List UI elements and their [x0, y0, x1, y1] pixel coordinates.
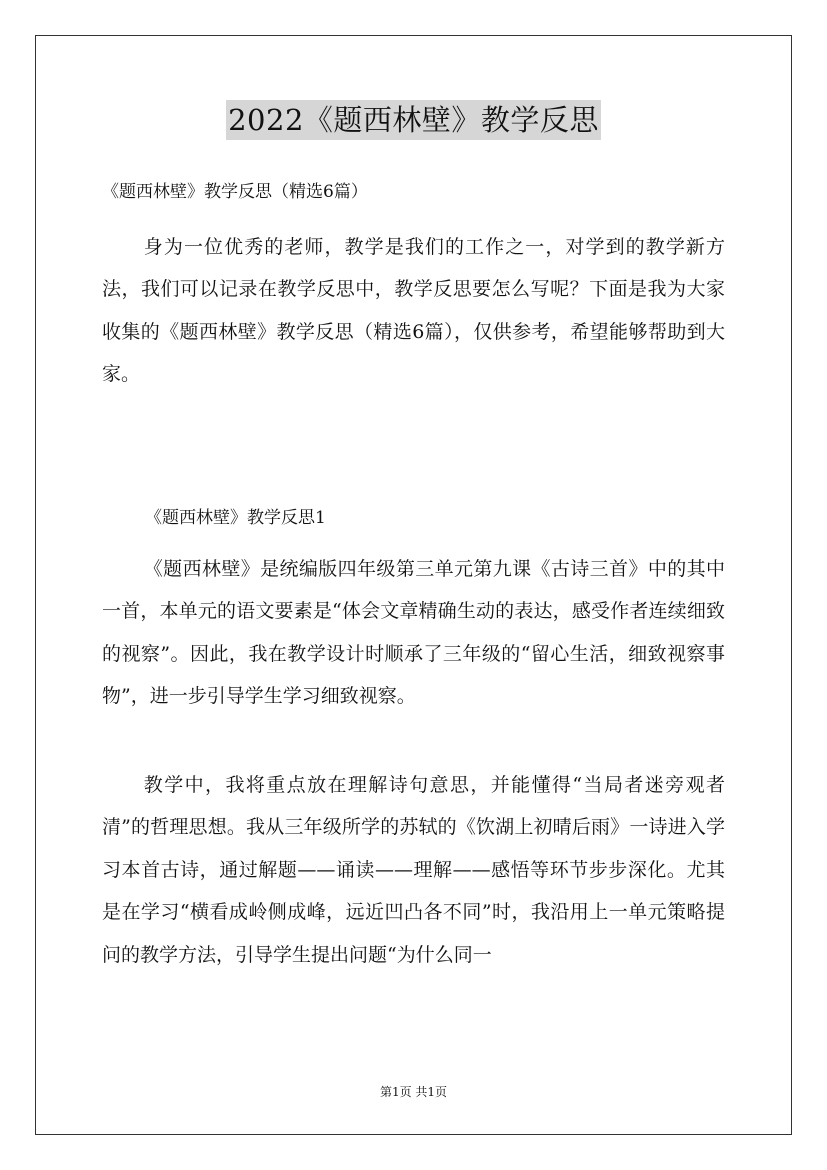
- page-footer: 第1页 共1页: [379, 1085, 448, 1099]
- section-heading: 《题西林壁》教学反思1: [145, 508, 326, 528]
- intro-paragraph: 身为一位优秀的老师，教学是我们的工作之一，对学到的教学新方法，我们可以记录在教学反思中，教学反思要怎么写呢？下面是我为大家收集的《题西林壁》教学反思（精选6篇），仅供参考，希望能够帮助到大家。: [102, 236, 725, 386]
- document-subtitle: 《题西林壁》教学反思（精选6篇）: [102, 182, 368, 202]
- title-container: [0, 100, 827, 140]
- body-paragraph-1: 《题西林壁》是统编版四年级第三单元第九课《古诗三首》中的其中一首，本单元的语文要素是“体会文章精确生动的表达，感受作者连续细致的视察”。因此，我在教学设计时顺承了三年级的“留心生活，细致视察事物”，进一步引导学生学习细致视察。: [102, 558, 725, 708]
- document-title: 2022《题西林壁》教学反思: [226, 100, 601, 140]
- body-paragraph-2: 教学中，我将重点放在理解诗句意思，并能懂得“当局者迷旁观者清”的哲理思想。我从三年级所学的苏轼的《饮湖上初晴后雨》一诗进入学习本首古诗，通过解题——诵读——理解——感悟等环节步步深化。尤其是在学习“横看成岭侧成峰，远近凹凸各不同”时，我沿用上一单元策略提问的教学方法，引导学生提出问题“为什么同一: [102, 774, 725, 966]
